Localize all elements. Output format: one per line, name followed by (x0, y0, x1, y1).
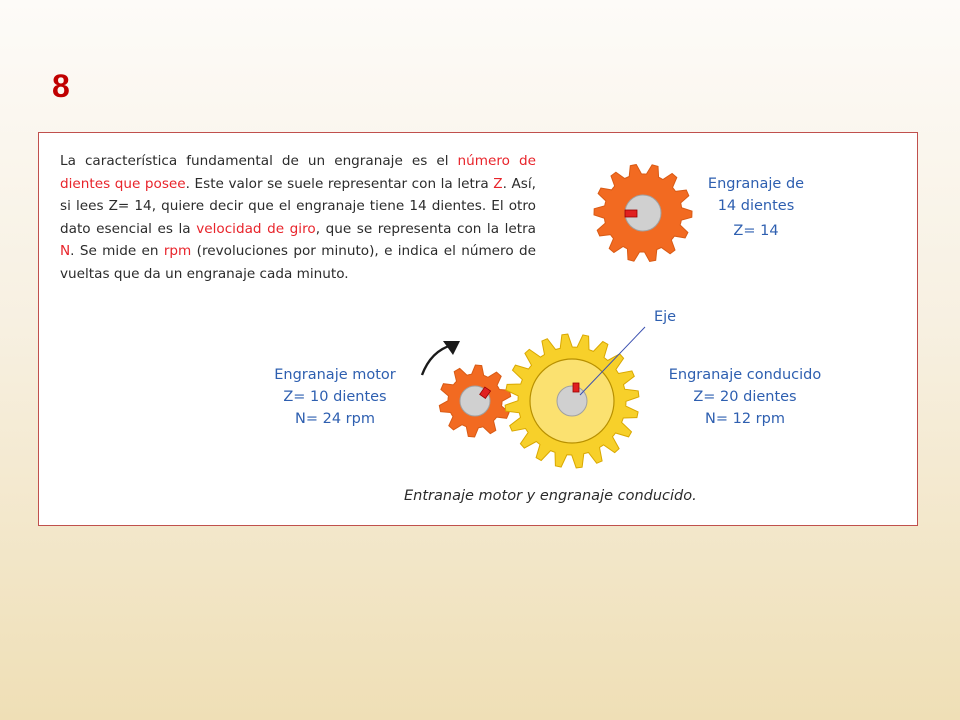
gear-example-line2: 14 dientes (717, 198, 795, 214)
highlight-rpm: rpm (163, 243, 192, 259)
highlight-z: Z (493, 175, 503, 192)
content-panel (38, 132, 918, 526)
motor-gear-z: Z= 10 dientes (283, 389, 387, 405)
highlight-n: N (60, 243, 71, 259)
axis-label: Eje (653, 309, 677, 325)
driven-gear-z: Z= 20 dientes (693, 389, 797, 405)
motor-gear-line1: Engranaje motor (274, 367, 396, 383)
driven-gear-n: N= 12 rpm (705, 411, 785, 427)
driven-gear-line1: Engranaje conducido (668, 367, 822, 383)
paragraph-text: La característica fundamental de un engranaje es el (60, 153, 458, 169)
motor-gear-n: N= 24 rpm (295, 411, 375, 427)
driven-gear-label (660, 364, 830, 430)
paragraph-text: , que se representa con la letra (315, 220, 536, 237)
highlight-velocidad-giro: velocidad de giro (196, 220, 316, 237)
highlight-numero-dientes: número de dientes que posee (60, 153, 536, 192)
paragraph-text: . Este valor se suele representar con la letra (185, 175, 494, 192)
gear-example-label (701, 173, 811, 242)
motor-gear-icon (439, 365, 510, 437)
gear-14-teeth-icon (594, 165, 692, 262)
paragraph-text: . Así, si lees Z= 14, quiere decir que el engranaje tiene 14 dientes. El otro dato esencial es la (60, 175, 536, 237)
motor-gear-label (265, 364, 405, 430)
paragraph-text: (revoluciones por minuto), e indica el número de vueltas que da un engranaje cada minuto. (60, 243, 536, 282)
arrow-icon (422, 341, 460, 375)
paragraph-text: . Se mide en (70, 243, 164, 259)
slide-number: 8 (52, 68, 70, 104)
gear-example-line1: Engranaje de (707, 176, 805, 192)
diagram-caption: Entranaje motor y engranaje conducido. (404, 488, 697, 504)
gear-example-z: Z= 14 (733, 223, 779, 239)
